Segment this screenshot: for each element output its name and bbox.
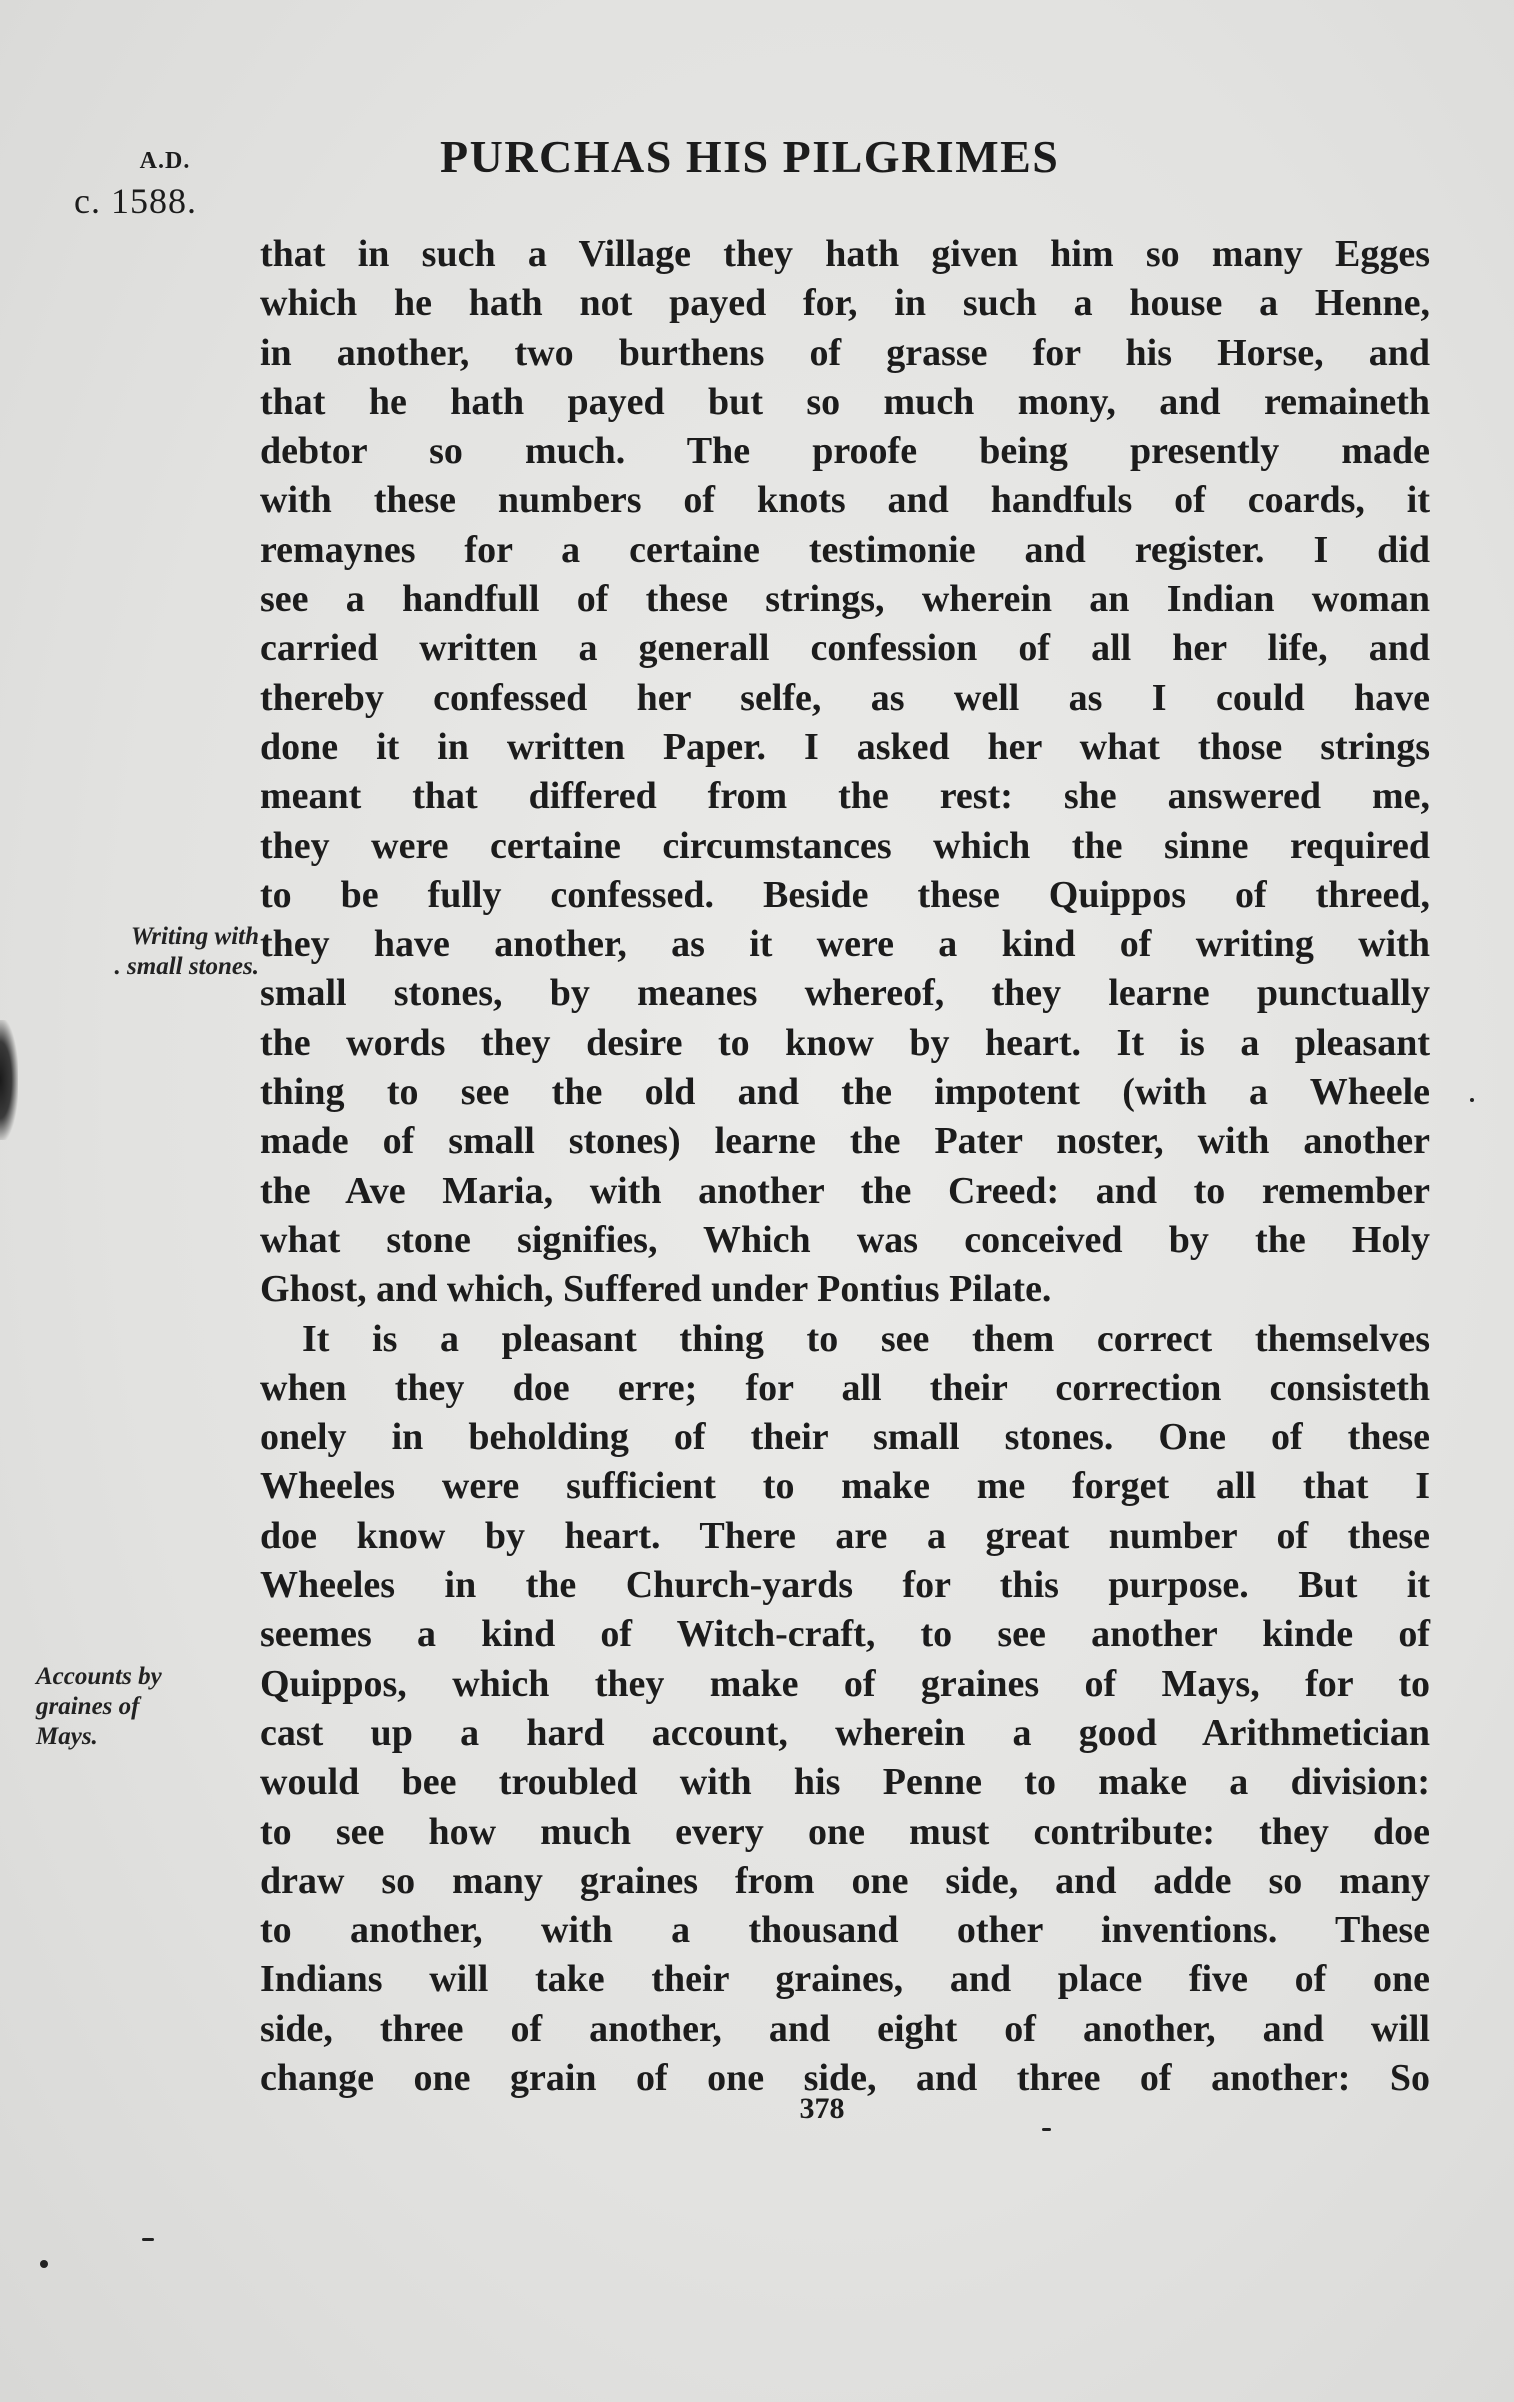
text-line: to another, with a thousand other inventions. These <box>260 1909 1430 1952</box>
margin-note-writing <box>44 922 259 982</box>
text-line: to see how much every one must contribute: they doe <box>260 1810 1430 1853</box>
margin-note-line: graines of <box>36 1693 140 1720</box>
running-title: PURCHAS HIS PILGRIMES <box>440 131 1060 182</box>
text-line: that he hath payed but so much mony, and remaineth <box>260 380 1430 423</box>
text-line: side, three of another, and eight of another, and will <box>260 2007 1430 2050</box>
text-line: remaynes for a certaine testimonie and register. I did <box>260 528 1430 571</box>
text-line: the words they desire to know by heart. It is a pleasant <box>260 1021 1430 1064</box>
text-line: onely in beholding of their small stones. One of these <box>260 1416 1430 1459</box>
text-line: Quippos, which they make of graines of Mays, for to <box>260 1662 1430 1705</box>
text-line: debtor so much. The proofe being presently made <box>260 430 1430 473</box>
margin-note-accounts <box>36 1662 216 1752</box>
text-line: It is a pleasant thing to see them correct themselves <box>302 1317 1430 1360</box>
ink-speck <box>40 2260 48 2268</box>
text-line: to be fully confessed. Beside these Quippos of threed, <box>260 873 1430 916</box>
margin-note-line: Writing with <box>130 923 259 950</box>
page-number: 378 <box>799 2092 845 2125</box>
text-line: cast up a hard account, wherein a good Arithmetician <box>260 1711 1430 1754</box>
text-line: which he hath not payed for, in such a house a Henne, <box>260 282 1430 325</box>
text-line: seemes a kind of Witch-craft, to see another kinde of <box>260 1613 1430 1656</box>
text-line: Wheeles in the Church-yards for this purpose. But it <box>260 1564 1430 1607</box>
margin-note-line: Mays. <box>36 1723 98 1750</box>
text-line: doe know by heart. There are a great number of these <box>260 1514 1430 1557</box>
margin-note-line: . small stones. <box>114 953 259 980</box>
text-line: made of small stones) learne the Pater noster, with another <box>260 1120 1430 1163</box>
text-line: with these numbers of knots and handfuls of coards, it <box>260 479 1430 522</box>
text-line: draw so many graines from one side, and adde so many <box>260 1859 1430 1902</box>
text-line: they have another, as it were a kind of writing with <box>260 923 1430 966</box>
text-line: see a handfull of these strings, wherein an Indian woman <box>260 578 1430 621</box>
margin-note-line: Accounts by <box>36 1663 162 1690</box>
text-line: thing to see the old and the impotent (with a Wheele <box>260 1071 1430 1114</box>
ink-speck <box>1042 2128 1051 2131</box>
body-text <box>260 230 1430 2103</box>
text-line: would bee troubled with his Penne to make a division: <box>260 1761 1430 1804</box>
text-line: that in such a Village they hath given him so many Egges <box>260 233 1430 275</box>
text-line: meant that differed from the rest: she answered me, <box>260 775 1430 818</box>
text-line: carried written a generall confession of all her life, and <box>260 627 1430 670</box>
text-line: they were certaine circumstances which the sinne required <box>260 824 1430 867</box>
binding-shadow <box>0 1020 18 1140</box>
date-year: c. 1588. <box>74 181 197 221</box>
ink-speck <box>1470 1098 1474 1102</box>
text-line: when they doe erre; for all their correction consisteth <box>260 1366 1430 1409</box>
text-line: Indians will take their graines, and place five of one <box>260 1958 1430 2001</box>
text-line: in another, two burthens of grasse for his Horse, and <box>260 331 1430 374</box>
date-label: A.D. <box>139 148 191 174</box>
text-line: the Ave Maria, with another the Creed: and to remember <box>260 1169 1430 1212</box>
text-line: thereby confessed her selfe, as well as I could have <box>260 676 1430 719</box>
text-line: small stones, by meanes whereof, they learne punctually <box>260 972 1430 1015</box>
text-line: change one grain of one side, and three of another: So <box>260 2056 1430 2099</box>
text-line: Wheeles were sufficient to make me forget all that I <box>260 1465 1430 1508</box>
text-line: Ghost, and which, Suffered under Pontius Pilate. <box>260 1268 1052 1311</box>
ink-speck <box>142 2238 154 2241</box>
text-line: what stone signifies, Which was conceived by the Holy <box>260 1218 1430 1261</box>
text-line: done it in written Paper. I asked her what those strings <box>260 725 1430 768</box>
